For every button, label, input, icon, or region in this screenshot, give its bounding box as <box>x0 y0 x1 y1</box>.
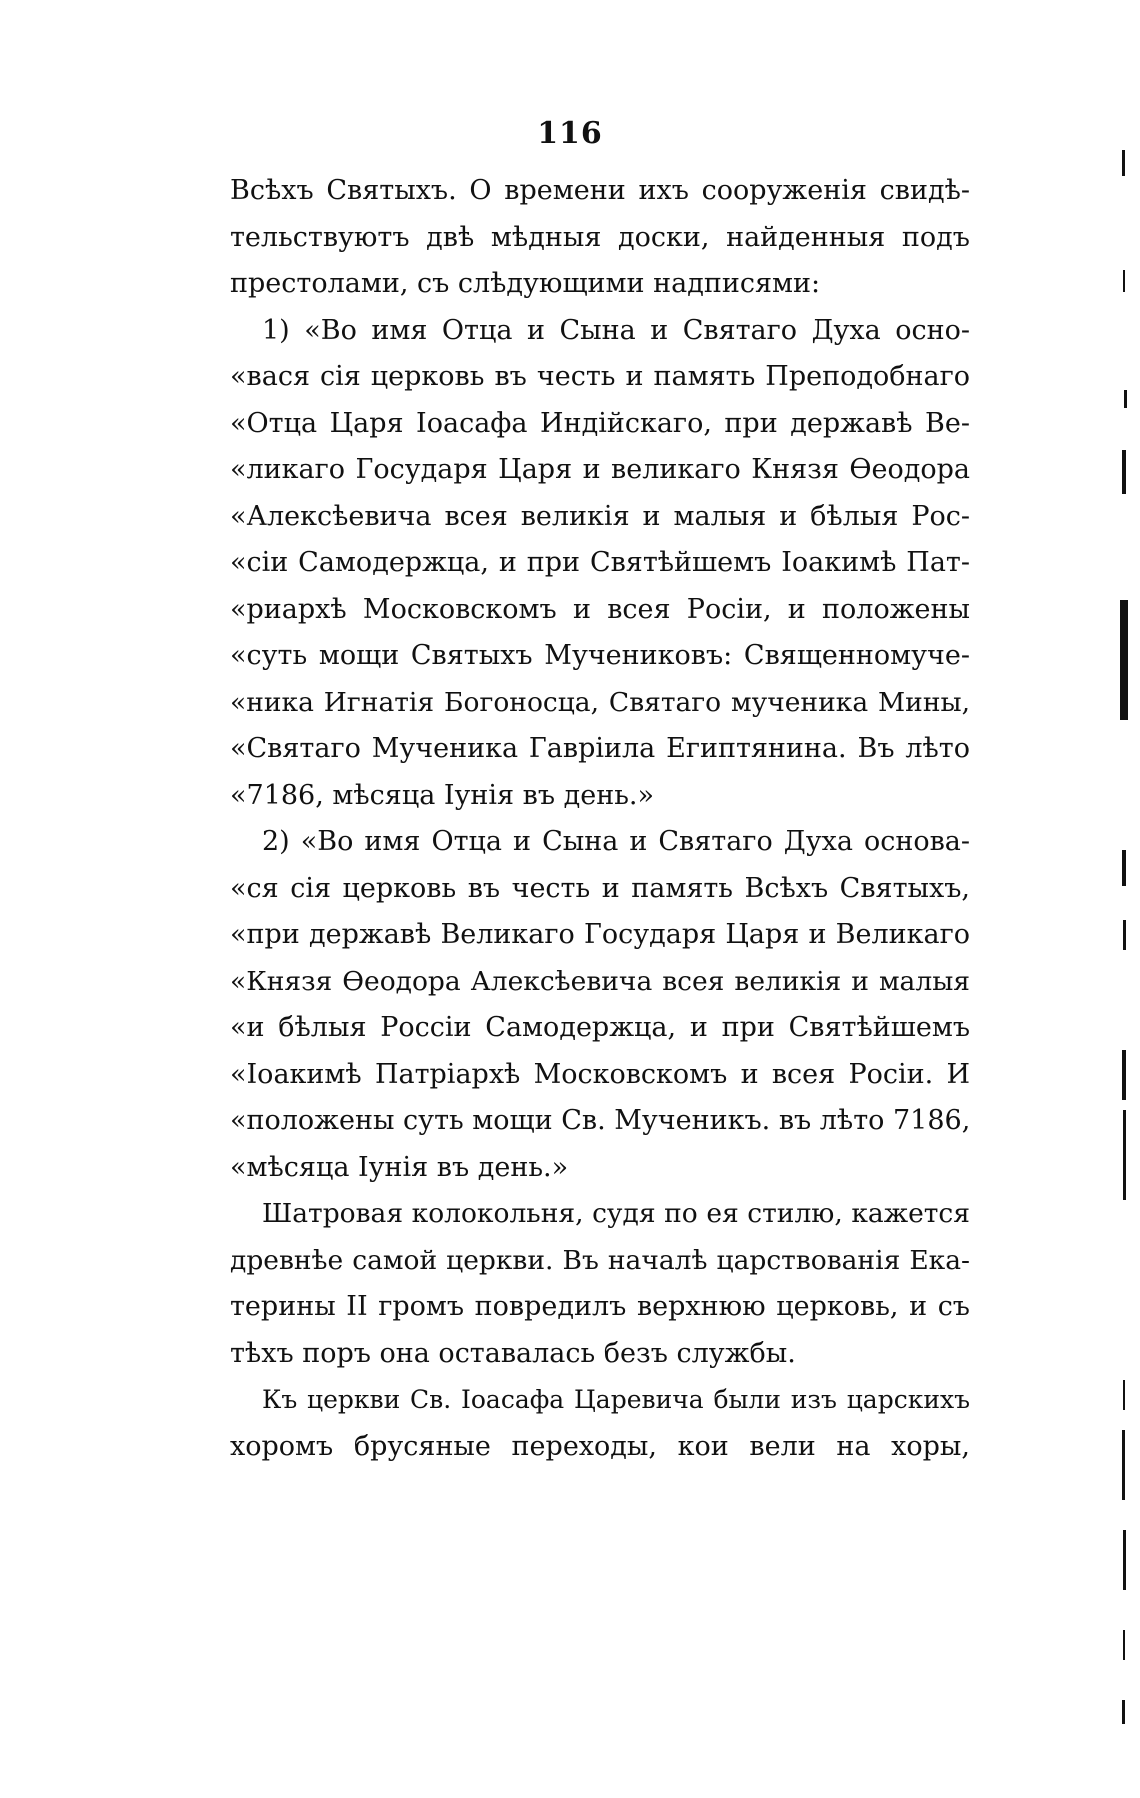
text-line: «мѣсяца Іунія въ день.» <box>230 1151 569 1183</box>
scan-mark <box>1122 850 1126 886</box>
text-line: «риархѣ Московскомъ и всея Росіи, и положены <box>230 593 970 625</box>
text-line: хоромъ брусяные переходы, кои вели на хоры, <box>230 1430 970 1462</box>
text-line: «положены суть мощи Св. Мученикъ. въ лѣто 7186, <box>230 1105 970 1136</box>
text-line: «Святаго Мученика Гавріила Египтянина. Въ лѣто <box>230 733 970 764</box>
text-line: тѣхъ поръ она оставалась безъ службы. <box>230 1337 796 1369</box>
text-line: «суть мощи Святыхъ Мучениковъ: Священномуче- <box>230 640 970 671</box>
scan-mark <box>1122 150 1125 176</box>
scan-mark <box>1123 1530 1126 1590</box>
page-number: 116 <box>537 116 603 151</box>
scan-edge-marks <box>1110 0 1140 1798</box>
text-line: «сіи Самодержца, и при Святѣйшемъ Іоакимѣ Пат- <box>230 547 970 578</box>
scan-mark <box>1122 1430 1125 1500</box>
scan-mark <box>1123 270 1125 292</box>
text-line: «ника Игнатія Богоносца, Святаго мученика Мины, <box>230 686 970 718</box>
body-text <box>230 168 970 1470</box>
text-line: 2) «Во имя Отца и Сына и Святаго Духа основа- <box>262 826 970 857</box>
text-line: «Алексѣевича всея великія и малыя и бѣлыя Рос- <box>230 500 970 532</box>
text-line: «при державѣ Великаго Государя Царя и Великаго <box>230 919 970 950</box>
text-line: «7186, мѣсяца Іунія въ день.» <box>230 779 655 811</box>
scan-mark <box>1122 450 1126 494</box>
text-line: «и бѣлыя Россіи Самодержца, и при Святѣйшемъ <box>230 1012 970 1043</box>
text-line: Всѣхъ Святыхъ. О времени ихъ сооруженія свидѣ- <box>230 175 970 206</box>
text-line: «ликаго Государя Царя и великаго Князя Ѳеодора <box>230 454 970 485</box>
text-line: терины II громъ повредилъ верхнюю церковь, и съ <box>230 1291 970 1322</box>
text-line: тельствуютъ двѣ мѣдныя доски, найденныя подъ <box>230 221 970 253</box>
text-line: «Князя Ѳеодора Алексѣевича всея великія и малыя <box>230 965 970 997</box>
text-line: «ся сія церковь въ честь и память Всѣхъ Святыхъ, <box>230 872 970 904</box>
scan-mark <box>1123 920 1126 950</box>
scan-mark <box>1120 600 1128 720</box>
scan-mark <box>1122 1050 1126 1100</box>
text-line: престолами, съ слѣдующими надписями: <box>230 268 821 299</box>
text-line: 1) «Во имя Отца и Сына и Святаго Духа осно- <box>262 314 970 346</box>
scan-mark <box>1122 1700 1125 1724</box>
scan-mark <box>1123 1630 1125 1660</box>
text-line: «Отца Царя Іоасафа Индійскаго, при державѣ Ве- <box>230 407 970 439</box>
scan-mark <box>1124 390 1127 408</box>
text-line: Шатровая колокольня, судя по ея стилю, кажется <box>262 1198 970 1229</box>
scan-mark <box>1123 1380 1125 1410</box>
text-line: Къ церкви Св. Іоасафа Царевича были изъ царскихъ <box>262 1385 970 1414</box>
text-line: «Іоакимѣ Патріархѣ Московскомъ и всея Росіи. И <box>230 1058 970 1090</box>
text-line: древнѣе самой церкви. Въ началѣ царствованія Ека- <box>230 1244 970 1276</box>
scan-mark <box>1123 1110 1126 1200</box>
text-line: «вася сія церковь въ честь и память Преподобнаго <box>230 361 970 392</box>
